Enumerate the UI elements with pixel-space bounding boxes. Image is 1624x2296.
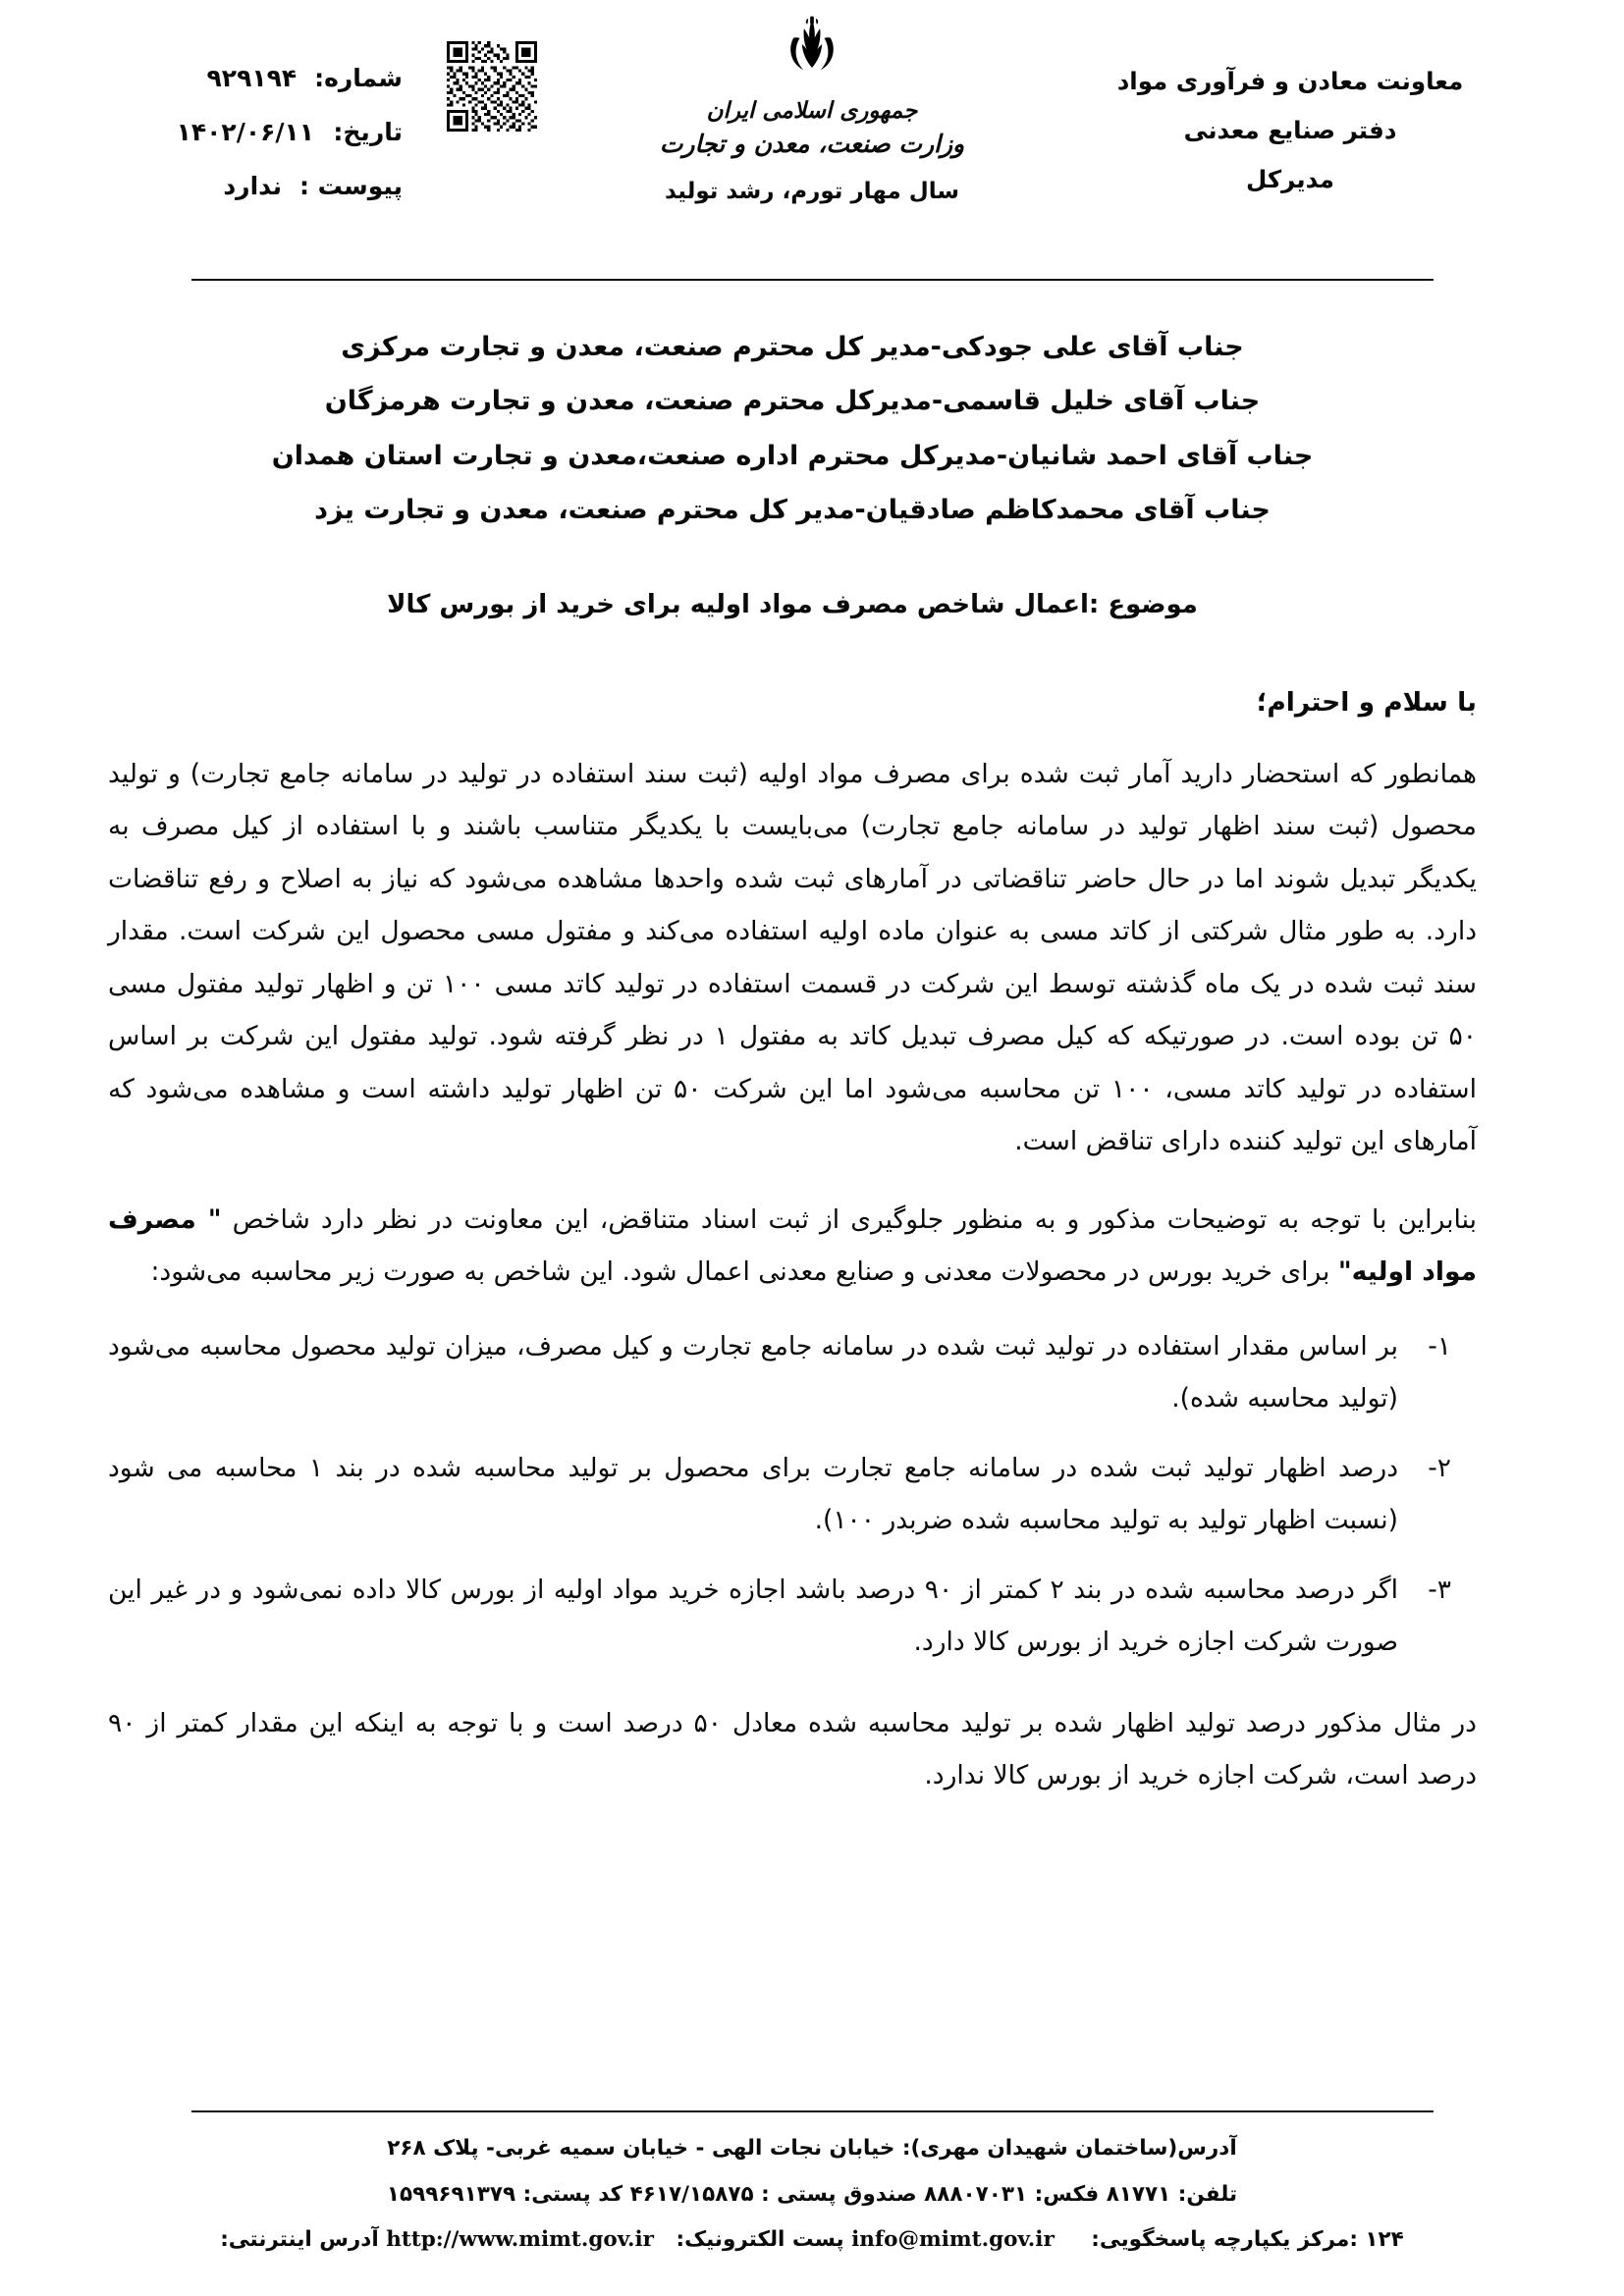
reference-date-value: ۱۴۰۲/۰۶/۱۱ — [176, 118, 314, 146]
recipient-item: جناب آقای علی جودکی-مدیر کل محترم صنعت، معدن و تجارت مرکزی — [341, 332, 1244, 362]
paragraph-background: همانطور که استحضار دارید آمار ثبت شده برای مصرف مواد اولیه (ثبت سند استفاده در تولید در سامانه جامع تجارت) و تولید محصول (ثبت سند اظهار تولید در سامانه جامع تجارت) می‌بایست با یکدیگر متناسب باشند و با استفاده از کیل مصرف به یکدیگر تبدیل شوند اما در حال حاضر تناقضاتی در آمارهای ثبت شده واحدها مشاهده می‌شود که نیاز به اصلاح و رفع تناقضات دارد. به طور مثال شرکتی از کاتد مسی به عنوان ماده اولیه استفاده می‌کند و مفتول مسی محصول این شرکت است. مقدار سند ثبت شده در یک ماه گذشته توسط این شرکت در قسمت استفاده در تولید کاتد مسی ۱۰۰ تن و اظهار تولید مفتول مسی ۵۰ تن بوده است. در صورتیکه که کیل مصرف تبدیل کاتد به مفتول ۱ در نظر گرفته شود. تولید مفتول این شرکت بر اساس استفاده در تولید کاتد مسی، ۱۰۰ تن محاسبه می‌شود اما این شرکت ۵۰ تن اظهار تولید داشته است و مشاهده می‌شود که آمارهای این تولید کننده دارای تناقض است. — [108, 758, 1477, 1157]
org-line-office: دفتر صنایع معدنی — [1183, 116, 1397, 145]
footer-web-value[interactable]: http://www.mimt.gov.ir — [386, 2226, 654, 2252]
paragraph-conclusion: در مثال مذکور درصد تولید اظهار شده بر تولید محاسبه شده معادل ۵۰ درصد است و با توجه به اینکه این مقدار کمتر از ۹۰ درصد است، شرکت اجازه خرید از بورس کالا ندارد. — [108, 1707, 1477, 1791]
clause-text: اگر درصد محاسبه شده در بند ۲ کمتر از ۹۰ درصد باشد اجازه خرید مواد اولیه از بورس کالا داده نمی‌شود و در غیر این صورت شرکت اجازه خرید از بورس کالا دارد. — [108, 1574, 1398, 1657]
footer-helpdesk-label: مرکز یکپارچه پاسخگویی: — [1091, 2226, 1350, 2252]
reference-number-row — [147, 51, 403, 105]
intent-text-after: برای خرید بورس در محصولات معدنی و صنایع معدنی اعمال شود. این شاخص به صورت زیر محاسبه می‌شود: — [150, 1256, 1338, 1288]
recipients-list — [108, 320, 1477, 537]
clause-number: ۱- — [1428, 1330, 1451, 1362]
footer-web-row: ۱۲۴ :مرکز یکپارچه پاسخگویی: info@mimt.gov.ir پست الکترونیک: http://www.mimt.gov.ir آدرس اینترنتی: — [0, 2217, 1624, 2263]
index-name-quoted: " مصرف مواد اولیه" — [108, 1203, 1477, 1288]
reference-date-row — [147, 105, 403, 159]
qr-code-icon — [447, 41, 537, 132]
ministry-line: وزارت صنعت، معدن و تجارت — [659, 130, 965, 159]
emblem-block — [601, 12, 1023, 204]
intent-text-before: بنابراین با توجه به توضیحات مذکور و به منظور جلوگیری از ثبت اسناد متناقض، این معاونت در نظر دارد شاخص — [221, 1203, 1477, 1235]
clause-text: درصد اظهار تولید ثبت شده در سامانه جامع تجارت برای محصول بر تولید محاسبه شده در بند ۱ محاسبه می شود (نسبت اظهار تولید به تولید محاسبه شده ضربدر ۱۰۰). — [108, 1452, 1398, 1535]
footer-contacts: تلفن: ۸۱۷۷۱ فکس: ۸۸۸۰۷۰۳۱ صندوق پستی : ۴۶۱۷/۱۵۸۷۵ کد پستی: ۱۵۹۹۶۹۱۳۷۹ — [386, 2181, 1238, 2207]
attachment-row — [147, 159, 403, 213]
footer-email-value[interactable]: info@mimt.gov.ir — [851, 2226, 1055, 2252]
letterhead — [0, 0, 1624, 265]
letter-body — [0, 281, 1624, 1802]
organization-block — [1074, 57, 1506, 205]
recipient-item: جناب آقای احمد شانیان-مدیرکل محترم اداره صنعت،معدن و تجارت استان همدان — [271, 440, 1314, 471]
org-line-deputy: معاونت معادن و فرآوری مواد — [1116, 67, 1464, 95]
greeting-line: با سلام و احترام؛ — [1256, 687, 1477, 719]
clause-text: بر اساس مقدار استفاده در تولید ثبت شده در سامانه جامع تجارت و کیل مصرف، میزان تولید محصول محاسبه می‌شود (تولید محاسبه شده). — [108, 1330, 1398, 1414]
reference-date-label: تاریخ: — [333, 118, 403, 146]
clause-number: ۲- — [1428, 1452, 1451, 1483]
republic-line: جمهوری اسلامی ایران — [706, 97, 918, 124]
clause-item — [108, 1564, 1451, 1668]
ministry-script — [601, 94, 1023, 163]
subject-line: موضوع :اعمال شاخص مصرف مواد اولیه برای خرید از بورس کالا — [387, 590, 1198, 620]
org-line-role: مدیرکل — [1246, 165, 1334, 194]
reference-block — [147, 51, 403, 213]
letter-footer — [0, 2110, 1624, 2263]
iran-emblem-icon — [773, 12, 851, 88]
recipient-item: جناب آقای محمدکاظم صادقیان-مدیر کل محترم صنعت، معدن و تجارت یزد — [314, 495, 1271, 526]
calculation-clauses — [108, 1320, 1477, 1668]
reference-number-label: شماره: — [314, 64, 403, 92]
clause-number: ۳- — [1428, 1574, 1451, 1605]
attachment-label: پیوست : — [298, 172, 403, 200]
reference-number-value: ۹۲۹۱۹۴ — [206, 64, 298, 92]
footer-helpdesk-value: ۱۲۴ — [1365, 2226, 1404, 2252]
clause-item — [108, 1442, 1451, 1546]
footer-address: آدرس(ساختمان شهیدان مهری): خیابان نجات الهی - خیابان سمیه غربی- پلاک ۲۶۸ — [387, 2136, 1237, 2162]
footer-content — [0, 2112, 1624, 2263]
attachment-value: ندارد — [223, 172, 282, 200]
footer-email-label: پست الکترونیک: — [676, 2226, 844, 2252]
year-slogan: سال مهار تورم، رشد تولید — [665, 178, 959, 204]
footer-web-label: آدرس اینترنتی: — [220, 2226, 379, 2252]
clause-item — [108, 1320, 1451, 1424]
paragraph-intent — [108, 1194, 1477, 1299]
recipient-item: جناب آقای خلیل قاسمی-مدیرکل محترم صنعت، معدن و تجارت هرمزگان — [324, 386, 1261, 417]
